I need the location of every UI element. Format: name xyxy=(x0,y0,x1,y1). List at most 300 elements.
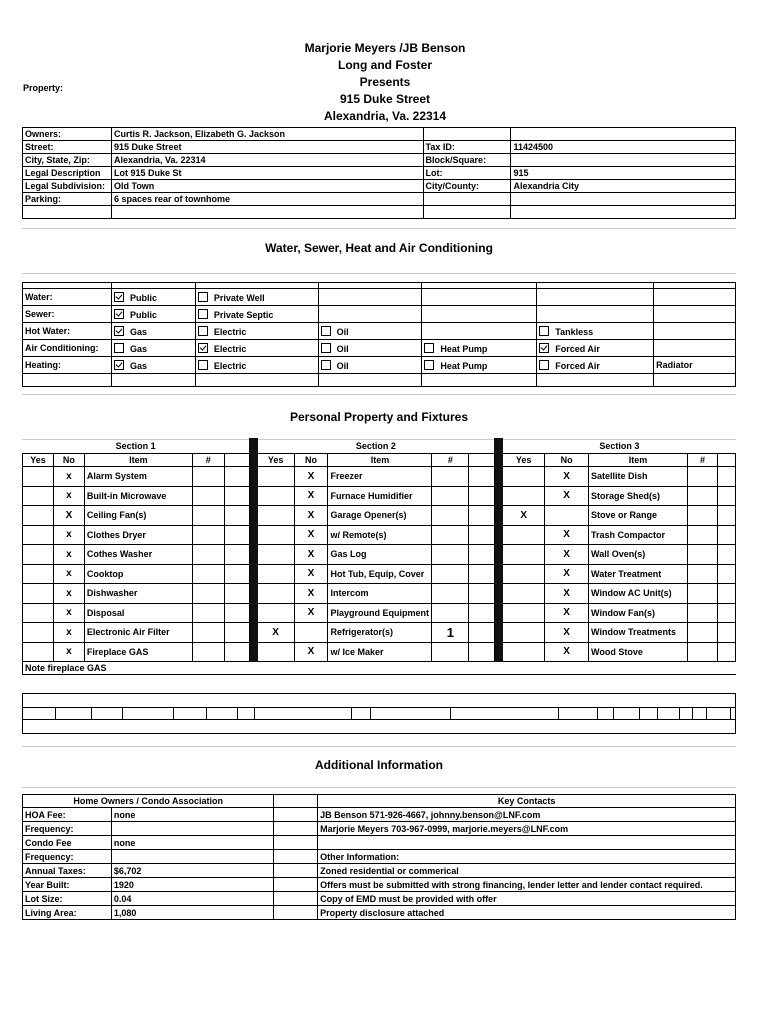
utility-row xyxy=(23,306,736,323)
additional-label: Annual Taxes: xyxy=(23,864,112,878)
section2-label: Section 2 xyxy=(355,440,396,451)
spacer-cell xyxy=(274,878,318,892)
additional-row xyxy=(23,836,736,850)
checked-checkbox-icon[interactable] xyxy=(114,309,124,319)
util-blank-cell xyxy=(111,374,195,387)
utility-option-cell xyxy=(111,323,195,340)
info-blank-cell xyxy=(511,206,736,219)
fixture-row xyxy=(23,623,736,643)
info-row xyxy=(23,180,736,193)
fixture-no-mark: X xyxy=(545,486,589,506)
fixture-count: 1 xyxy=(432,623,469,643)
fixture-yes-mark xyxy=(23,525,54,545)
utility-option-cell xyxy=(537,323,654,340)
additional-value xyxy=(111,850,274,864)
fixture-item: Window AC Unit(s) xyxy=(589,584,688,604)
header-line-presents: Presents xyxy=(359,75,411,89)
fixture-yes-mark: X xyxy=(257,623,294,643)
section-divider xyxy=(249,545,257,565)
utility-option-label: Forced Air xyxy=(555,343,600,354)
fixture-yes-mark xyxy=(23,603,54,623)
util-blank-cell xyxy=(422,374,537,387)
fixture-no-mark: X xyxy=(545,584,589,604)
col-yes-header: Yes xyxy=(257,454,294,467)
col-item-header: Item xyxy=(328,454,432,467)
section-divider xyxy=(249,603,257,623)
checked-checkbox-icon[interactable] xyxy=(114,326,124,336)
additional-value: none xyxy=(111,836,274,850)
spacer-cell xyxy=(274,864,318,878)
additional-contact-info: Copy of EMD must be provided with offer xyxy=(318,892,736,906)
fixture-count xyxy=(432,564,469,584)
info-label-secondary: City/County: xyxy=(423,180,511,193)
blank-grid-cell xyxy=(692,708,706,720)
fixture-row xyxy=(23,525,736,545)
additional-contact-info xyxy=(318,836,736,850)
fixture-item: Water Treatment xyxy=(589,564,688,584)
unchecked-checkbox-icon[interactable] xyxy=(539,360,549,370)
utility-option-cell xyxy=(422,289,537,306)
fixture-no-mark: X xyxy=(294,564,328,584)
blank-cell xyxy=(469,584,495,604)
unchecked-checkbox-icon[interactable] xyxy=(114,343,124,353)
section-divider xyxy=(495,545,503,565)
hoa-header: Home Owners / Condo Association xyxy=(23,795,274,808)
blank-cell xyxy=(469,642,495,662)
blank-grid-cell xyxy=(238,708,254,720)
blank-grid-cell xyxy=(173,708,206,720)
fixture-item: Furnace Humidifier xyxy=(328,486,432,506)
utility-option-cell xyxy=(318,306,422,323)
info-label-secondary: Tax ID: xyxy=(423,141,511,154)
fixture-item: Wall Oven(s) xyxy=(589,545,688,565)
info-value: Lot 915 Duke St xyxy=(111,167,423,180)
section-divider xyxy=(249,525,257,545)
info-value-secondary: 11424500 xyxy=(511,141,736,154)
blank-cell xyxy=(224,584,249,604)
fixture-count xyxy=(687,525,717,545)
info-row xyxy=(23,154,736,167)
blank-grid-bottom-row xyxy=(23,720,736,734)
fixture-item: Clothes Dryer xyxy=(84,525,192,545)
col-yes-header: Yes xyxy=(23,454,54,467)
blank-cell xyxy=(717,454,735,467)
utility-option-cell xyxy=(422,323,537,340)
checked-checkbox-icon[interactable] xyxy=(198,343,208,353)
section-divider xyxy=(495,603,503,623)
utility-option-label: Electric xyxy=(213,343,247,354)
unchecked-checkbox-icon[interactable] xyxy=(198,309,208,319)
fixture-no-mark xyxy=(294,623,328,643)
blank-grid-cell xyxy=(23,708,56,720)
fixture-count xyxy=(687,564,717,584)
utility-option-cell xyxy=(111,357,195,374)
utility-option-cell xyxy=(195,357,318,374)
blank-grid-cell xyxy=(657,708,679,720)
utilities-title: Water, Sewer, Heat and Air Conditioning xyxy=(265,241,493,255)
fixture-yes-mark xyxy=(503,642,545,662)
fixture-item: Satellite Dish xyxy=(589,467,688,487)
utility-option-label: Electric xyxy=(213,360,247,371)
info-label-secondary xyxy=(423,193,511,206)
checked-checkbox-icon[interactable] xyxy=(114,292,124,302)
spacer-cell xyxy=(274,850,318,864)
fixture-item: Window Fan(s) xyxy=(589,603,688,623)
header-line-brokerage: Long and Foster xyxy=(338,58,432,72)
fixture-count xyxy=(432,603,469,623)
col-num-header: # xyxy=(192,454,224,467)
unchecked-checkbox-icon[interactable] xyxy=(198,326,208,336)
info-blank-cell xyxy=(111,206,423,219)
section-divider xyxy=(495,467,503,487)
fixture-count xyxy=(687,584,717,604)
section-divider xyxy=(495,584,503,604)
header-line-street: 915 Duke Street xyxy=(339,92,431,106)
additional-contact-info: Other Information: xyxy=(318,850,736,864)
fixture-no-mark: X xyxy=(294,642,328,662)
utility-option-label: Tankless xyxy=(555,326,594,337)
blank-grid-cell xyxy=(639,708,657,720)
fixture-item: Hot Tub, Equip, Cover xyxy=(328,564,432,584)
blank-cell xyxy=(224,564,249,584)
section-divider xyxy=(249,642,257,662)
blank-cell xyxy=(224,545,249,565)
fixture-item: Wood Stove xyxy=(589,642,688,662)
fixture-yes-mark xyxy=(23,486,54,506)
blank-grid-top-row xyxy=(23,694,736,708)
fixture-count xyxy=(192,545,224,565)
fixture-yes-mark xyxy=(503,584,545,604)
fixture-no-mark: X xyxy=(53,506,84,526)
unchecked-checkbox-icon[interactable] xyxy=(424,360,434,370)
fixture-yes-mark xyxy=(503,467,545,487)
fixture-no-mark: x xyxy=(53,603,84,623)
unchecked-checkbox-icon[interactable] xyxy=(198,292,208,302)
blank-grid-cell xyxy=(597,708,613,720)
fixture-item: Refrigerator(s) xyxy=(328,623,432,643)
fixture-no-mark: X xyxy=(545,623,589,643)
utility-row xyxy=(23,289,736,306)
blank-cell xyxy=(224,486,249,506)
util-blank-cell xyxy=(23,374,112,387)
blank-cell xyxy=(469,506,495,526)
col-item-header: Item xyxy=(589,454,688,467)
property-info-table xyxy=(22,127,736,219)
fixture-count xyxy=(192,486,224,506)
utility-option-label: Forced Air xyxy=(555,360,600,371)
blank-cell xyxy=(224,525,249,545)
utility-option-label: Private Well xyxy=(213,292,265,303)
fixture-item: Trash Compactor xyxy=(589,525,688,545)
unchecked-checkbox-icon[interactable] xyxy=(321,360,331,370)
additional-label: Living Area: xyxy=(23,906,112,920)
blank-cell xyxy=(717,486,735,506)
utility-option-label: Oil xyxy=(336,360,349,371)
util-blank-cell xyxy=(195,374,318,387)
fixture-no-mark: X xyxy=(294,486,328,506)
fixture-count xyxy=(432,486,469,506)
utility-option-cell xyxy=(422,306,537,323)
util-blank-cell xyxy=(654,374,736,387)
fixture-no-mark: X xyxy=(545,525,589,545)
info-value-secondary xyxy=(511,154,736,167)
blank-cell xyxy=(469,564,495,584)
info-blank-cell xyxy=(23,206,112,219)
info-value: Old Town xyxy=(111,180,423,193)
fixture-count xyxy=(192,642,224,662)
fixture-row xyxy=(23,467,736,487)
spacer-cell xyxy=(274,795,318,808)
unchecked-checkbox-icon[interactable] xyxy=(539,326,549,336)
info-value: 915 Duke Street xyxy=(111,141,423,154)
utility-option-cell xyxy=(318,323,422,340)
additional-label: Year Built: xyxy=(23,878,112,892)
section-divider xyxy=(249,439,257,454)
fixture-yes-mark xyxy=(23,584,54,604)
blank-cell xyxy=(717,564,735,584)
utility-label: Heating: xyxy=(23,357,112,374)
fixture-row xyxy=(23,506,736,526)
utility-option-cell xyxy=(111,306,195,323)
utility-option-cell xyxy=(422,357,537,374)
blank-cell xyxy=(717,467,735,487)
utility-option-cell xyxy=(318,357,422,374)
utility-option-label: Private Septic xyxy=(213,309,274,320)
section-divider xyxy=(249,467,257,487)
fixture-yes-mark xyxy=(257,506,294,526)
fixture-count xyxy=(687,486,717,506)
unchecked-checkbox-icon[interactable] xyxy=(198,360,208,370)
blank-grid-cell xyxy=(254,708,352,720)
fixture-no-mark: X xyxy=(294,467,328,487)
info-value: Alexandria, Va. 22314 xyxy=(111,154,423,167)
fixture-yes-mark xyxy=(257,603,294,623)
utility-option-label: Oil xyxy=(336,343,349,354)
blank-cell xyxy=(717,623,735,643)
additional-value: none xyxy=(111,808,274,822)
unchecked-checkbox-icon[interactable] xyxy=(321,326,331,336)
blank-grid-cell xyxy=(731,708,736,720)
document-header xyxy=(0,40,770,125)
fixture-no-mark: x xyxy=(53,525,84,545)
utility-option-cell xyxy=(195,340,318,357)
fixture-no-mark: X xyxy=(545,564,589,584)
spacer-cell xyxy=(274,892,318,906)
fixture-count xyxy=(192,623,224,643)
col-no-header: No xyxy=(53,454,84,467)
info-row xyxy=(23,141,736,154)
additional-row xyxy=(23,878,736,892)
fixture-item: Dishwasher xyxy=(84,584,192,604)
spacer-cell xyxy=(274,808,318,822)
blank-cell xyxy=(224,623,249,643)
section-divider xyxy=(495,454,503,467)
fixture-yes-mark xyxy=(503,525,545,545)
col-num-header: # xyxy=(687,454,717,467)
blank-grid-cell xyxy=(451,708,558,720)
blank-grid-cell xyxy=(558,708,597,720)
fixture-count xyxy=(432,545,469,565)
info-value-secondary xyxy=(511,193,736,206)
info-label: City, State, Zip: xyxy=(23,154,112,167)
additional-label: HOA Fee: xyxy=(23,808,112,822)
additional-contact-info: Marjorie Meyers 703-967-0999, marjorie.meyers@LNF.com xyxy=(318,822,736,836)
additional-value: 1,080 xyxy=(111,906,274,920)
utility-row xyxy=(23,323,736,340)
blank-grid-cell xyxy=(679,708,692,720)
fixture-yes-mark xyxy=(503,545,545,565)
fixtures-title: Personal Property and Fixtures xyxy=(289,410,469,424)
additional-row xyxy=(23,808,736,822)
fixture-count xyxy=(432,506,469,526)
utility-extra xyxy=(654,340,736,357)
fixture-count xyxy=(432,525,469,545)
fixture-yes-mark xyxy=(257,564,294,584)
fixture-no-mark: x xyxy=(53,584,84,604)
section1-label: Section 1 xyxy=(115,440,156,451)
fixture-count xyxy=(192,525,224,545)
fixture-yes-mark xyxy=(257,642,294,662)
utility-option-cell xyxy=(537,340,654,357)
utility-option-label: Oil xyxy=(336,326,349,337)
blank-cell xyxy=(224,454,249,467)
section-divider xyxy=(249,506,257,526)
fixture-count xyxy=(687,603,717,623)
fixture-no-mark: x xyxy=(53,467,84,487)
additional-value: 1920 xyxy=(111,878,274,892)
fixture-no-mark: x xyxy=(53,564,84,584)
utility-option-label: Gas xyxy=(129,326,147,337)
fixture-item: w/ Ice Maker xyxy=(328,642,432,662)
fixture-count xyxy=(687,506,717,526)
blank-cell xyxy=(469,486,495,506)
fixture-yes-mark xyxy=(503,603,545,623)
utility-option-cell xyxy=(537,357,654,374)
additional-row xyxy=(23,892,736,906)
section-divider xyxy=(495,439,503,454)
fixture-item: w/ Remote(s) xyxy=(328,525,432,545)
additional-label: Lot Size: xyxy=(23,892,112,906)
additional-row xyxy=(23,906,736,920)
section-divider xyxy=(495,623,503,643)
unchecked-checkbox-icon[interactable] xyxy=(321,343,331,353)
additional-row xyxy=(23,850,736,864)
section-divider xyxy=(249,623,257,643)
section-divider xyxy=(249,454,257,467)
fixture-yes-mark xyxy=(257,584,294,604)
header-line-agents: Marjorie Meyers /JB Benson xyxy=(304,41,466,55)
fixture-item: Electronic Air Filter xyxy=(84,623,192,643)
additional-label: Frequency: xyxy=(23,850,112,864)
blank-cell xyxy=(469,454,495,467)
fixture-no-mark: x xyxy=(53,486,84,506)
info-value-secondary: 915 xyxy=(511,167,736,180)
fixture-no-mark: X xyxy=(545,545,589,565)
fixture-count xyxy=(192,584,224,604)
fixture-item: Gas Log xyxy=(328,545,432,565)
info-row xyxy=(23,128,736,141)
fixture-yes-mark: X xyxy=(503,506,545,526)
col-no-header: No xyxy=(545,454,589,467)
blank-cell xyxy=(469,603,495,623)
spacer-cell xyxy=(274,822,318,836)
fixture-item: Alarm System xyxy=(84,467,192,487)
fixture-no-mark: X xyxy=(294,603,328,623)
fixture-yes-mark xyxy=(23,467,54,487)
fixture-count xyxy=(432,642,469,662)
fixture-count xyxy=(687,642,717,662)
fixture-item: Garage Opener(s) xyxy=(328,506,432,526)
utility-label: Water: xyxy=(23,289,112,306)
section-divider xyxy=(495,564,503,584)
blank-cell xyxy=(717,603,735,623)
col-item-header: Item xyxy=(84,454,192,467)
fixture-item: Window Treatments xyxy=(589,623,688,643)
fixture-count xyxy=(687,545,717,565)
fixture-row xyxy=(23,584,736,604)
additional-title: Additional Information xyxy=(315,758,443,772)
fixture-count xyxy=(432,467,469,487)
utility-option-label: Public xyxy=(129,292,157,303)
checked-checkbox-icon[interactable] xyxy=(539,343,549,353)
utility-option-label: Public xyxy=(129,309,157,320)
fixture-count xyxy=(687,623,717,643)
fixture-no-mark: X xyxy=(294,506,328,526)
utility-option-cell xyxy=(422,340,537,357)
blank-grid-cell xyxy=(123,708,173,720)
info-row xyxy=(23,167,736,180)
utility-extra xyxy=(654,289,736,306)
section-divider xyxy=(249,486,257,506)
blank-cell xyxy=(224,603,249,623)
col-no-header: No xyxy=(294,454,328,467)
fixture-row xyxy=(23,642,736,662)
utility-extra xyxy=(654,306,736,323)
fixture-no-mark xyxy=(545,506,589,526)
info-label-secondary: Block/Square: xyxy=(423,154,511,167)
info-value-secondary: Alexandria City xyxy=(511,180,736,193)
blank-grid-cell xyxy=(613,708,639,720)
utility-option-label: Heat Pump xyxy=(440,343,488,354)
fixture-no-mark: X xyxy=(545,467,589,487)
fixture-count xyxy=(192,467,224,487)
additional-label: Condo Fee xyxy=(23,836,112,850)
blank-cell xyxy=(717,584,735,604)
additional-value xyxy=(111,822,274,836)
fixture-yes-mark xyxy=(503,623,545,643)
additional-contact-info: Property disclosure attached xyxy=(318,906,736,920)
property-label: Property: xyxy=(23,83,64,93)
info-label: Street: xyxy=(23,141,112,154)
fixture-item: Ceiling Fan(s) xyxy=(84,506,192,526)
utilities-table xyxy=(22,282,736,387)
utility-option-cell xyxy=(537,306,654,323)
fixture-yes-mark xyxy=(257,525,294,545)
blank-cell xyxy=(469,545,495,565)
additional-contact-info: JB Benson 571-926-4667, johnny.benson@LNF.com xyxy=(318,808,736,822)
util-blank-cell xyxy=(537,374,654,387)
utility-row xyxy=(23,357,736,374)
additional-table xyxy=(22,794,736,920)
fixture-yes-mark xyxy=(23,545,54,565)
fixture-yes-mark xyxy=(503,564,545,584)
blank-cell xyxy=(717,642,735,662)
fixture-count xyxy=(192,603,224,623)
fixture-count xyxy=(687,467,717,487)
blank-cell xyxy=(224,506,249,526)
unchecked-checkbox-icon[interactable] xyxy=(424,343,434,353)
checked-checkbox-icon[interactable] xyxy=(114,360,124,370)
